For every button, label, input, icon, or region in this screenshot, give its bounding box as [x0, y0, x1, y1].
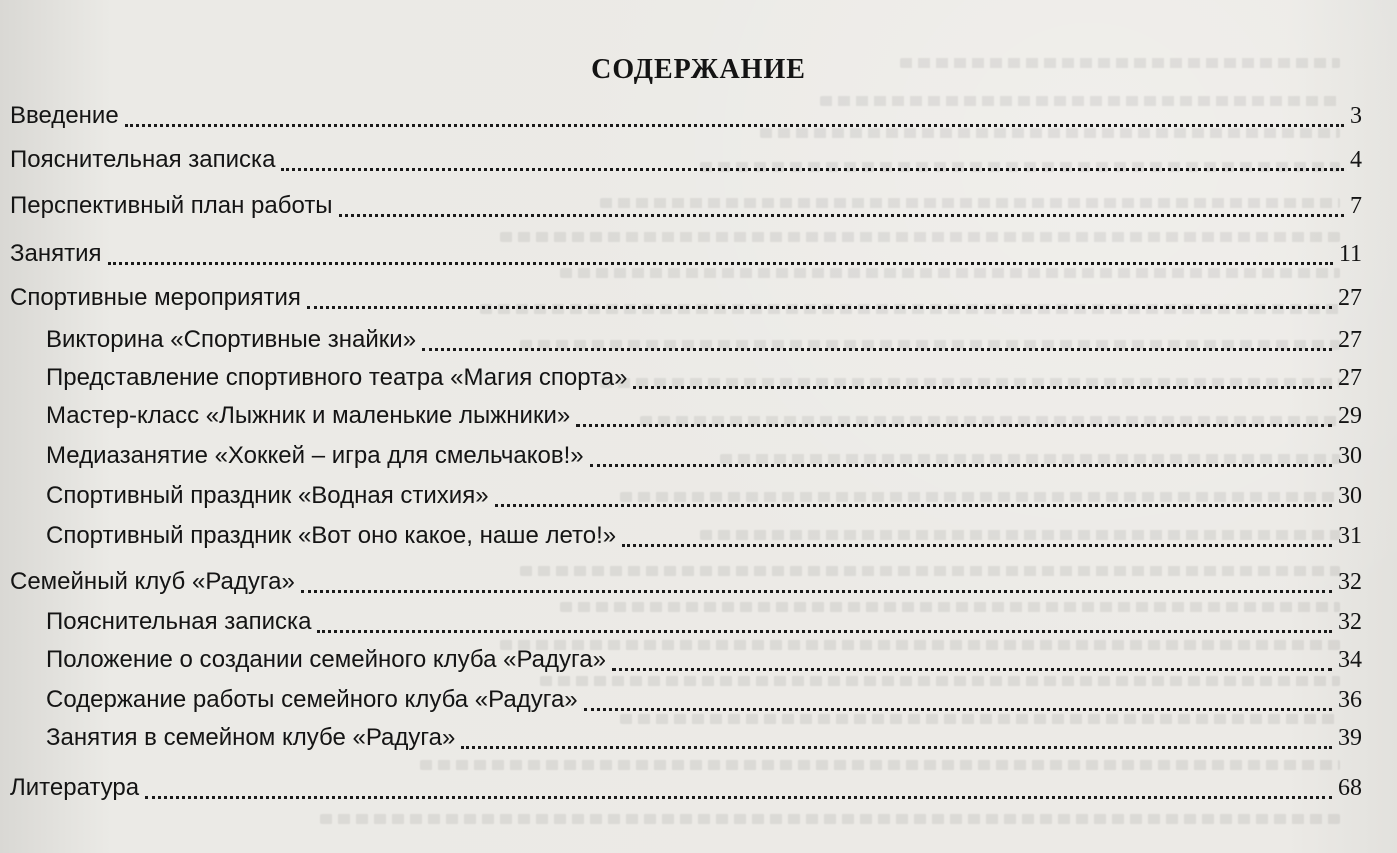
dot-leader	[317, 606, 1332, 633]
toc-entry-label: Перспективный план работы	[10, 192, 333, 219]
toc-page-number: 68	[1338, 775, 1362, 801]
toc-entry-label: Введение	[10, 102, 119, 129]
toc-entry-label: Спортивный праздник «Водная стихия»	[46, 482, 489, 509]
toc-entry-label: Литература	[10, 774, 140, 801]
toc-entry-label: Пояснительная записка	[10, 146, 276, 173]
toc-entry-literature[interactable]	[10, 772, 1362, 804]
toc-entry-classes[interactable]	[10, 238, 1362, 270]
toc-page-number: 32	[1338, 569, 1362, 595]
toc-entry-label: Викторина «Спортивные знайки»	[46, 326, 417, 353]
contents-title: СОДЕРЖАНИЕ	[591, 54, 806, 85]
toc-entry-explanatory-note[interactable]	[10, 144, 1362, 176]
toc-entry-master-class[interactable]	[46, 400, 1362, 432]
dot-leader	[495, 480, 1332, 507]
toc-page-number: 30	[1338, 443, 1362, 469]
toc-entry-sport-events[interactable]	[10, 282, 1362, 314]
toc-entry-label: Представление спортивного театра «Магия спорта»	[46, 364, 628, 391]
toc-page-number: 7	[1350, 193, 1362, 219]
toc-entry-water-festival[interactable]	[46, 480, 1362, 512]
dot-leader	[622, 520, 1332, 547]
toc-page-number: 31	[1338, 523, 1362, 549]
toc-entry-label: Положение о создании семейного клуба «Радуга»	[46, 646, 606, 673]
toc-entry-summer-festival[interactable]	[46, 520, 1362, 552]
dot-leader	[461, 722, 1332, 749]
toc-entry-work-plan[interactable]	[10, 190, 1362, 222]
toc-page-number: 11	[1338, 241, 1362, 267]
toc-entry-family-club[interactable]	[10, 566, 1362, 598]
toc-entry-club-regulation[interactable]	[46, 644, 1362, 676]
toc-entry-media-class[interactable]	[46, 440, 1362, 472]
dot-leader	[576, 400, 1332, 427]
toc-page-number: 32	[1338, 609, 1362, 635]
toc-entry-quiz[interactable]	[46, 324, 1362, 356]
toc-entry-club-work-content[interactable]	[46, 684, 1362, 716]
toc-page-number: 34	[1338, 647, 1362, 673]
dot-leader	[584, 684, 1332, 711]
toc-entry-label: Спортивные мероприятия	[10, 284, 301, 311]
dot-leader	[301, 566, 1332, 593]
dot-leader	[145, 772, 1332, 799]
dot-leader	[281, 144, 1344, 171]
toc-page-number: 30	[1338, 483, 1362, 509]
toc-entry-label: Содержание работы семейного клуба «Радуга»	[46, 686, 578, 713]
toc-page-number: 27	[1338, 365, 1362, 391]
dot-leader	[307, 282, 1332, 309]
toc-entry-label: Занятия в семейном клубе «Радуга»	[46, 724, 456, 751]
toc-entry-club-explanatory-note[interactable]	[46, 606, 1362, 638]
toc-entry-label: Спортивный праздник «Вот оно какое, наше лето!»	[46, 522, 617, 549]
toc-entry-club-classes[interactable]	[46, 722, 1362, 754]
dot-leader	[422, 324, 1332, 351]
dot-leader	[633, 362, 1332, 389]
toc-page-number: 4	[1350, 147, 1362, 173]
toc-page-number: 3	[1350, 103, 1362, 129]
toc-entry-sport-theatre[interactable]	[46, 362, 1362, 394]
toc-page-number: 36	[1338, 687, 1362, 713]
dot-leader	[108, 238, 1333, 265]
toc-page-number: 27	[1338, 285, 1362, 311]
toc-page-number: 39	[1338, 725, 1362, 751]
dot-leader	[612, 644, 1332, 671]
toc-entry-label: Мастер-класс «Лыжник и маленькие лыжники»	[46, 402, 571, 429]
dot-leader	[590, 440, 1332, 467]
toc-entry-label: Семейный клуб «Радуга»	[10, 568, 295, 595]
dot-leader	[339, 190, 1344, 217]
toc-entry-label: Пояснительная записка	[46, 608, 312, 635]
toc-entry-introduction[interactable]	[10, 100, 1362, 132]
toc-page-number: 29	[1338, 403, 1362, 429]
toc-entry-label: Медиазанятие «Хоккей – игра для смельчаков!»	[46, 442, 584, 469]
toc-entry-label: Занятия	[10, 240, 102, 267]
toc-page-number: 27	[1338, 327, 1362, 353]
dot-leader	[125, 100, 1344, 127]
